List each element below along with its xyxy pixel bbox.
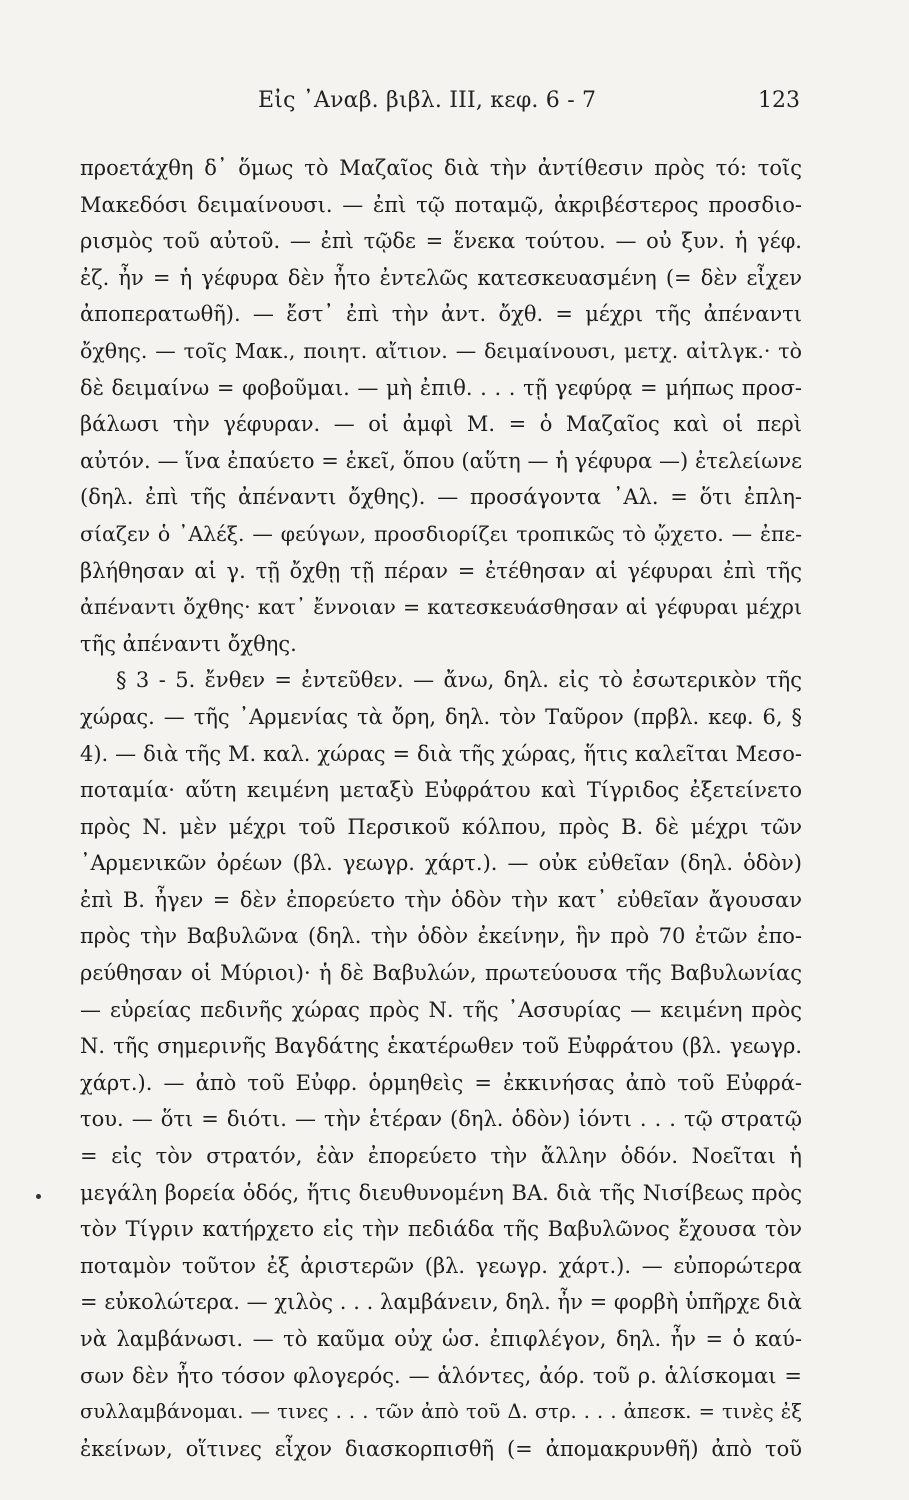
text-line: νὰ λαμβάνωσι. — τὸ καῦμα οὐχ ὡσ. ἐπιφλέγον, δηλ. ἦν = ὁ καύ-: [80, 1327, 802, 1351]
text-line: Μακεδόσι δειμαίνουσι. — ἐπὶ τῷ ποταμῷ, ἀκριβέστερος προσδιο-: [80, 192, 802, 217]
text-line: = εὐκολώτερα. — χιλὸς . . . λαμβάνειν, δηλ. ἦν = φορβὴ ὑπῆρχε διὰ: [80, 1290, 802, 1315]
text-line: ἐπὶ Β. ἦγεν = δὲν ἐπορεύετο τὴν ὁδὸν τὴν κατ᾿ εὐθεῖαν ἄγουσαν: [80, 887, 802, 912]
commentary-text: [80, 150, 802, 1467]
text-line: μεγάλη βορεία ὁδός, ἥτις διευθυνομένη ΒΑ. διὰ τῆς Νισίβεως πρὸς: [80, 1180, 802, 1205]
text-line: προετάχθη δ᾿ ὅμως τὸ Μαζαῖος διὰ τὴν ἀντίθεσιν πρὸς τό: τοῖς: [80, 156, 802, 180]
text-line: 4). — διὰ τῆς Μ. καλ. χώρας = διὰ τῆς χώρας, ἥτις καλεῖται Μεσο-: [80, 741, 802, 766]
margin-mark: [36, 1194, 41, 1199]
text-line: χάρτ.). — ἀπὸ τοῦ Εὐφρ. ὁρμηθεὶς = ἐκκινήσας ἀπὸ τοῦ Εὐφρά-: [80, 1070, 802, 1095]
running-head: Εἰς ᾿Αναβ. βιβλ. III, κεφ. 6 - 7: [258, 88, 597, 113]
text-line: σων δὲν ἦτο τόσον φλογερός. — ἁλόντες, ἀόρ. τοῦ ρ. ἁλίσκομαι =: [80, 1363, 802, 1388]
text-line: ρισμὸς τοῦ αὐτοῦ. — ἐπὶ τῷδε = ἕνεκα τούτου. — οὐ ξυν. ἡ γέφ.: [80, 229, 802, 254]
text-line: τὸν Τίγριν κατήρχετο εἰς τὴν πεδιάδα τῆς Βαβυλῶνος ἔχουσα τὸν: [80, 1217, 802, 1242]
text-line: ἐζ. ἦν = ἡ γέφυρα δὲν ἦτο ἐντελῶς κατεσκευασμένη (= δὲν εἶχεν: [80, 265, 802, 290]
text-line: ᾿Αρμενικῶν ὀρέων (βλ. γεωγρ. χάρτ.). — οὐκ εὐθεῖαν (δηλ. ὁδὸν): [80, 851, 802, 876]
text-line: πρὸς τὴν Βαβυλῶνα (δηλ. τὴν ὁδὸν ἐκείνην, ἣν πρὸ 70 ἐτῶν ἐπο-: [80, 924, 802, 949]
page-header: [80, 88, 800, 124]
text-line: ὄχθης. — τοῖς Μακ., ποιητ. αἴτιον. — δειμαίνουσι, μετχ. αἰτλγκ.· τὸ: [80, 338, 802, 363]
text-line: δὲ δειμαίνω = φοβοῦμαι. — μὴ ἐπιθ. . . . τῇ γεφύρᾳ = μήπως προσ-: [80, 375, 802, 400]
text-line: ρεύθησαν οἱ Μύριοι)· ἡ δὲ Βαβυλών, πρωτεύουσα τῆς Βαβυλωνίας: [80, 961, 802, 986]
text-line: βάλωσι τὴν γέφυραν. — οἱ ἀμφὶ Μ. = ὁ Μαζαῖος καὶ οἱ περὶ: [80, 412, 802, 437]
section-start-line: § 3 - 5. ἔνθεν = ἐντεῦθεν. — ἄνω, δηλ. εἰς τὸ ἐσωτερικὸν τῆς: [116, 668, 802, 693]
text-line: ποταμὸν τοῦτον ἐξ ἀριστερῶν (βλ. γεωγρ. χάρτ.). — εὐπορώτερα: [80, 1253, 802, 1278]
text-line: ἀποπερατωθῆ). — ἔστ᾿ ἐπὶ τὴν ἀντ. ὄχθ. = μέχρι τῆς ἀπέναντι: [80, 302, 802, 327]
text-line: — εὐρείας πεδινῆς χώρας πρὸς Ν. τῆς ᾿Ασσυρίας — κειμένη πρὸς: [80, 997, 802, 1022]
text-line: χώρας. — τῆς ᾿Αρμενίας τὰ ὄρη, δηλ. τὸν Ταῦρον (πρβλ. κεφ. 6, §: [80, 704, 802, 729]
text-line: ἀπέναντι ὄχθης· κατ᾿ ἔννοιαν = κατεσκευάσθησαν αἱ γέφυραι μέχρι: [80, 595, 802, 620]
text-line: σίαζεν ὁ ᾿Αλέξ. — φεύγων, προσδιορίζει τροπικῶς τὸ ᾤχετο. — ἐπε-: [80, 521, 802, 546]
text-line: (δηλ. ἐπὶ τῆς ἀπέναντι ὄχθης). — προσάγοντα ᾿Αλ. = ὅτι ἐπλη-: [80, 485, 802, 510]
text-line: τῆς ἀπέναντι ὄχθης.: [80, 631, 297, 656]
text-line: ποταμία· αὕτη κειμένη μεταξὺ Εὐφράτου καὶ Τίγριδος ἐξετείνετο: [80, 778, 802, 803]
text-line: αὐτόν. — ἵνα ἐπαύετο = ἐκεῖ, ὅπου (αὕτη — ἡ γέφυρα —) ἐτελείωνε: [80, 448, 802, 473]
page-number: 123: [758, 88, 800, 113]
text-line: ἐκείνων, οἵτινες εἶχον διασκορπισθῆ (= ἀπομακρυνθῆ) ἀπὸ τοῦ: [80, 1436, 802, 1461]
text-line: βλήθησαν αἱ γ. τῇ ὄχθῃ τῇ πέραν = ἐτέθησαν αἱ γέφυραι ἐπὶ τῆς: [80, 558, 802, 583]
text-line: = εἰς τὸν στρατόν, ἐὰν ἐπορεύετο τὴν ἄλλην ὁδόν. Νοεῖται ἡ: [80, 1144, 802, 1169]
text-line: συλλαμβάνομαι. — τινες . . . τῶν ἀπὸ τοῦ Δ. στρ. . . . ἀπεσκ. = τινὲς ἐξ: [80, 1400, 802, 1424]
text-line: πρὸς Ν. μὲν μέχρι τοῦ Περσικοῦ κόλπου, πρὸς Β. δὲ μέχρι τῶν: [80, 814, 802, 839]
text-line: Ν. τῆς σημερινῆς Βαγδάτης ἑκατέρωθεν τοῦ Εὐφράτου (βλ. γεωγρ.: [80, 1034, 802, 1059]
text-line: του. — ὅτι = διότι. — τὴν ἑτέραν (δηλ. ὁδὸν) ἰόντι . . . τῷ στρατῷ: [80, 1107, 802, 1132]
